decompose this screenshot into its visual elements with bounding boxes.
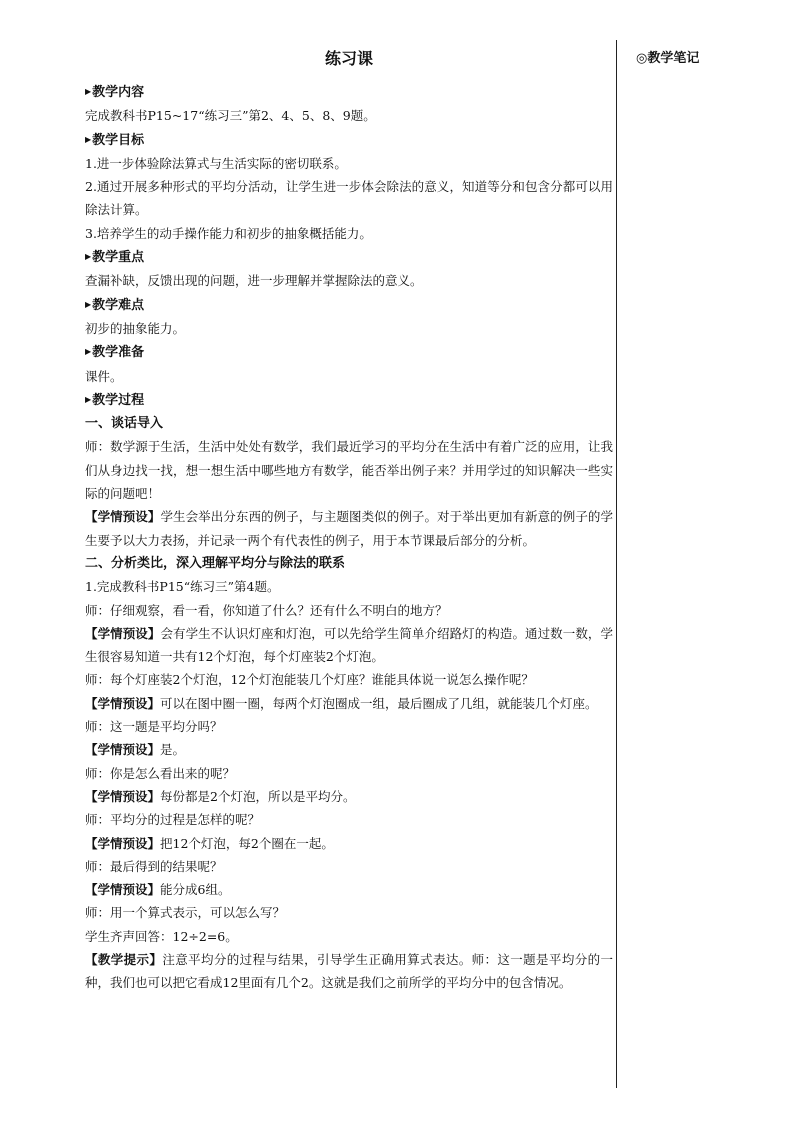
paragraph: 师：这一题是平均分吗？ <box>85 719 223 735</box>
paragraph: 【学情预设】每份都是2个灯泡，所以是平均分。 <box>85 788 356 804</box>
goal-3: 3.培养学生的动手操作能力和初步的抽象概括能力。 <box>85 225 372 241</box>
content-text: 完成教科书P15~17“练习三”第2、4、5、8、9题。 <box>85 108 376 124</box>
teaching-notes-label: ◎教学笔记 <box>636 51 700 66</box>
part2-title: 二、分析类比，深入理解平均分与除法的联系 <box>85 555 346 571</box>
preset-tag: 【学情预设】 <box>85 835 161 851</box>
main-content <box>85 48 613 995</box>
difficulty-heading: ▶教学难点 <box>85 293 613 317</box>
preparation-heading: ▶教学准备 <box>85 340 613 364</box>
paragraph: 【学情预设】把12个灯泡，每2个圈在一起。 <box>85 835 334 851</box>
paragraph: 【学情预设】是。 <box>85 742 186 758</box>
triangle-bullet-icon: ▶ <box>85 347 92 357</box>
goal-2: 2.通过开展多种形式的平均分活动，让学生进一步体会除法的意义，知道等分和包含分都可以用除法计算。 <box>85 179 613 218</box>
triangle-bullet-icon: ▶ <box>85 252 92 262</box>
paragraph: 【学情预设】可以在图中圈一圈，每两个灯泡圈成一组，最后圈成了几组，就能装几个灯座。 <box>85 695 598 711</box>
paragraph: 【教学提示】注意平均分的过程与结果，引导学生正确用算式表达。师：这一题是平均分的一种，我们也可以把它看成12里面有几个2。这就是我们之前所学的平均分中的包含情况。 <box>85 951 613 991</box>
preset-tag: 【学情预设】 <box>85 695 161 711</box>
part1-title: 一、谈话导入 <box>85 416 164 432</box>
paragraph: 师：每个灯座装2个灯泡，12个灯泡能装几个灯座？谁能具体说一说怎么操作呢？ <box>85 672 534 688</box>
content-heading: ▶教学内容 <box>85 80 613 104</box>
preset-tag: 【学情预设】 <box>85 625 161 641</box>
triangle-bullet-icon: ▶ <box>85 87 92 96</box>
paragraph: 师：数学源于生活，生活中处处有数学，我们最近学习的平均分在生活中有着广泛的应用，让我们从身边找一找，想一想生活中哪些地方有数学，能否举出例子来？并用学过的知识解决一些实际的问题吧！ <box>85 439 613 502</box>
preset-tag: 【学情预设】 <box>85 882 161 898</box>
paragraph: 师：平均分的过程是怎样的呢？ <box>85 812 261 828</box>
paragraph: 师：你是怎么看出来的呢？ <box>85 765 236 781</box>
goals-heading: ▶教学目标 <box>85 128 613 152</box>
paragraph: 【学情预设】学生会举出分东西的例子，与主题图类似的例子。对于举出更加有新意的例子的学生要予以大力表扬，并记录一两个有代表性的例子，用于本节课最后部分的分析。 <box>85 509 613 548</box>
preset-tag: 【学情预设】 <box>85 742 161 758</box>
key-points-text: 查漏补缺，反馈出现的问题，进一步理解并掌握除法的意义。 <box>85 273 423 289</box>
triangle-bullet-icon: ▶ <box>85 394 92 404</box>
paragraph: 【学情预设】会有学生不认识灯座和灯泡，可以先给学生简单介绍路灯的构造。通过数一数，学生很容易知道一共有12个灯泡，每个灯座装2个灯泡。 <box>85 625 613 665</box>
difficulty-text: 初步的抽象能力。 <box>85 320 186 336</box>
preset-tag: 【学情预设】 <box>85 509 161 525</box>
paragraph: 师：用一个算式表示，可以怎么写？ <box>85 905 286 921</box>
triangle-bullet-icon: ▶ <box>85 134 92 144</box>
key-points-heading: ▶教学重点 <box>85 245 613 269</box>
teaching-tip-tag: 【教学提示】 <box>85 951 163 967</box>
paragraph: 【学情预设】能分成6组。 <box>85 882 231 898</box>
paragraph: 师：仔细观察，看一看，你知道了什么？还有什么不明白的地方？ <box>85 602 448 618</box>
goal-1: 1.进一步体验除法算式与生活实际的密切联系。 <box>85 155 347 171</box>
paragraph: 师：最后得到的结果呢？ <box>85 858 223 874</box>
triangle-bullet-icon: ▶ <box>85 299 92 309</box>
page-title: 练习课 <box>324 49 373 68</box>
paragraph: 1.完成教科书P15“练习三”第4题。 <box>85 579 280 595</box>
preparation-text: 课件。 <box>85 368 123 384</box>
process-heading: ▶教学过程 <box>85 388 613 412</box>
preset-tag: 【学情预设】 <box>85 788 161 804</box>
paragraph: 学生齐声回答：12÷2=6。 <box>85 928 238 944</box>
margin-divider <box>616 40 617 1088</box>
